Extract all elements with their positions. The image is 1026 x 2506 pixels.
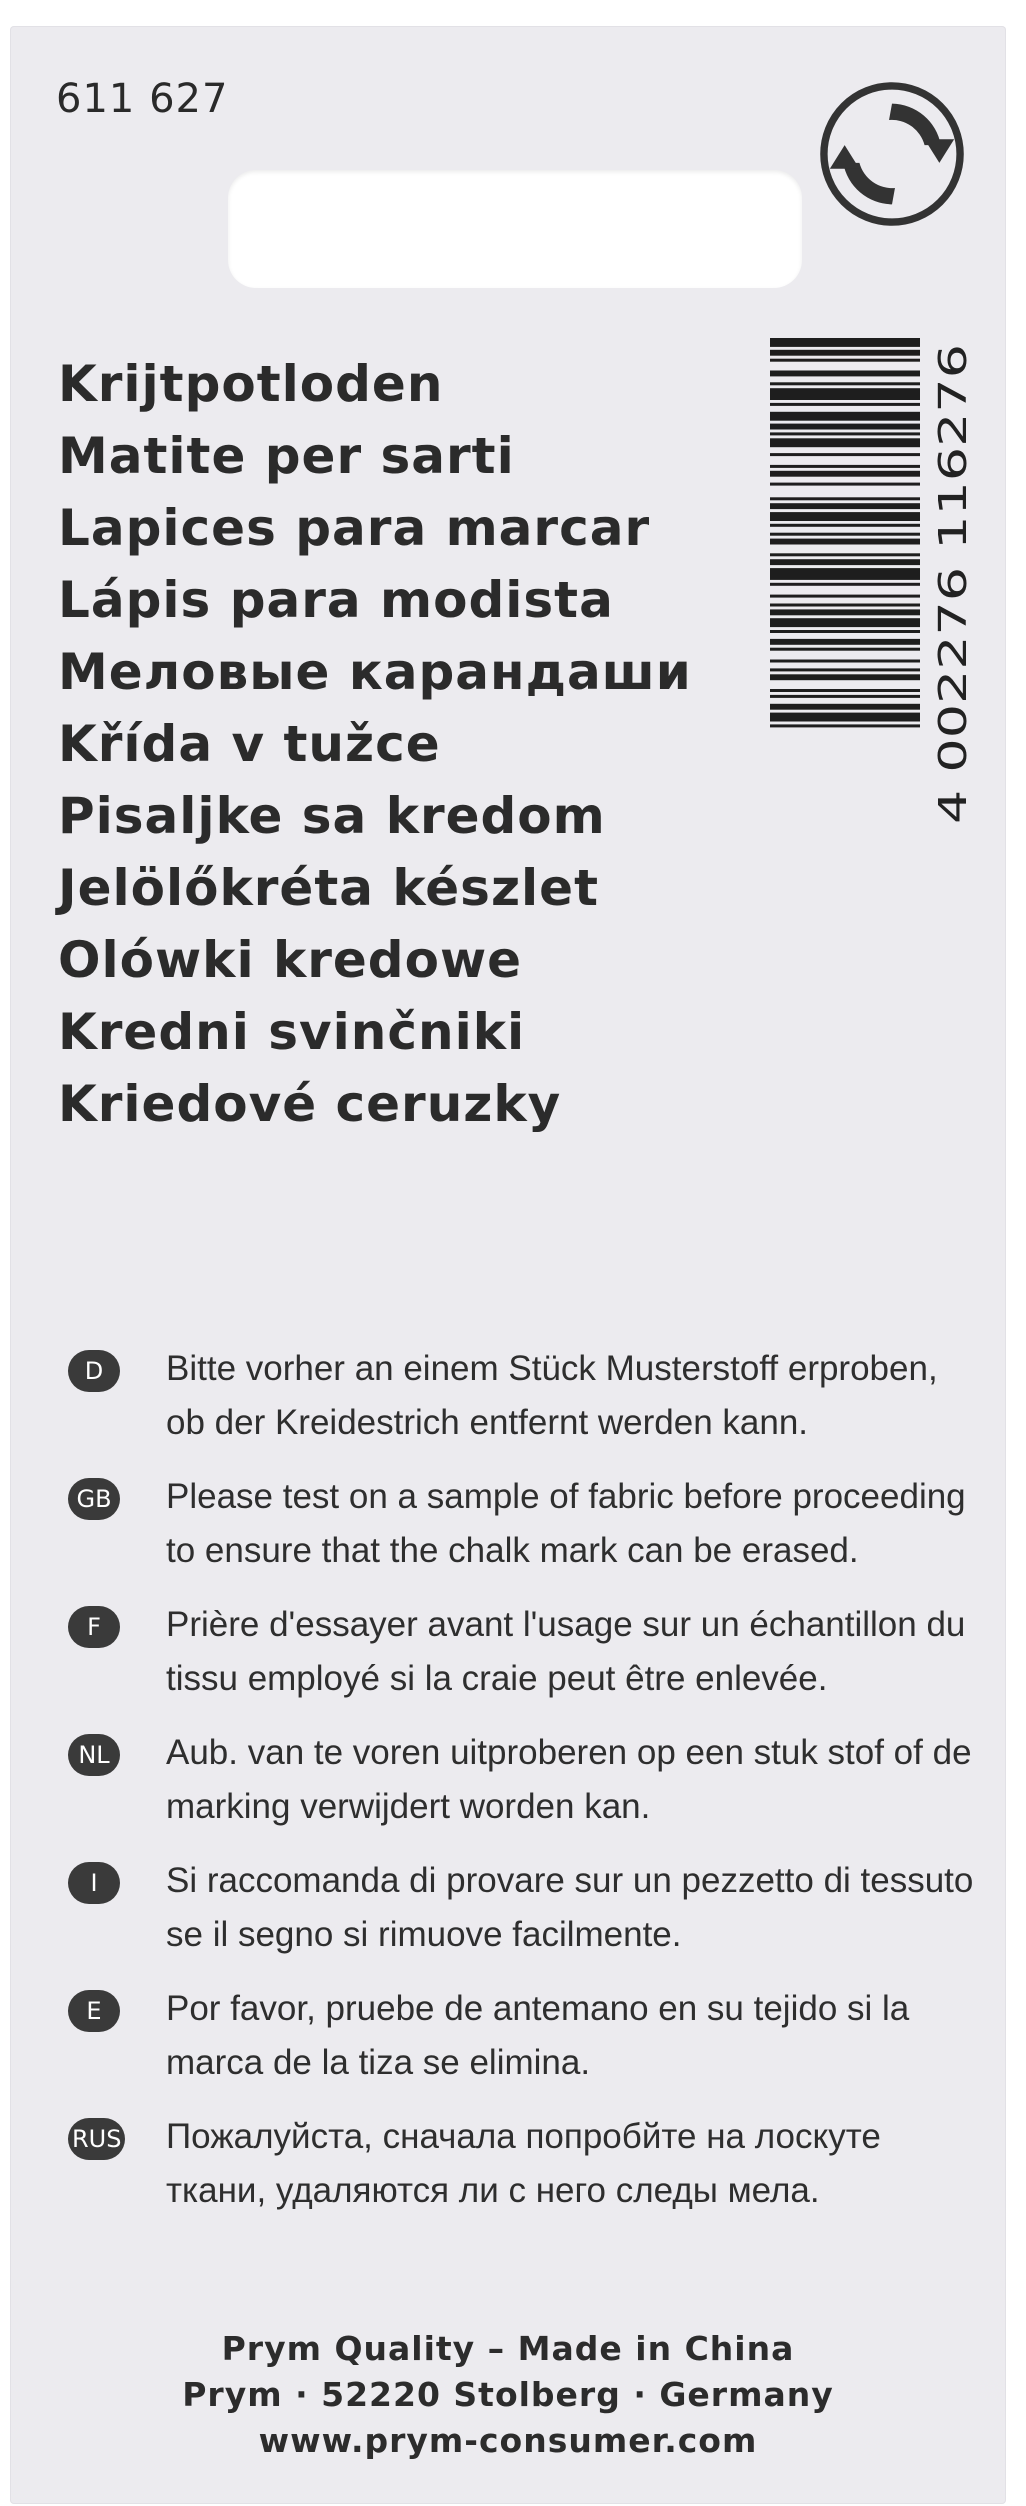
note-text-f: Prière d'essayer avant l'usage sur un échantillon du tissu employé si la craie peut être enlevée. <box>166 1605 966 1698</box>
barcode-bar <box>770 704 920 710</box>
barcode-bar <box>770 512 920 521</box>
manufacturer-footer <box>10 2326 1006 2464</box>
language-badge-nl: NL <box>68 1734 120 1776</box>
package-card <box>10 26 1006 2504</box>
barcode-bar <box>770 618 920 627</box>
barcode-bar <box>770 350 920 356</box>
barcode-bar <box>770 388 920 400</box>
note-text-e: Por favor, pruebe de antemano en su tejido si la marca de la tiza se elimina. <box>166 1989 910 2082</box>
product-name-hu: Jelölőkréta készlet <box>58 859 599 917</box>
product-name-cz: Křída v tužce <box>58 715 441 773</box>
barcode-bar <box>770 604 920 607</box>
barcode-bar <box>770 338 920 347</box>
article-number: 611 627 <box>56 76 229 122</box>
barcode-bar <box>770 424 920 430</box>
product-name-es: Lapices para marcar <box>58 499 651 557</box>
note-rus <box>62 2110 982 2218</box>
barcode-bar <box>770 465 920 468</box>
barcode-bar <box>770 553 920 556</box>
barcode-bar <box>770 382 920 385</box>
barcode-bar <box>770 668 920 671</box>
barcode-bars <box>770 338 920 727</box>
product-name-it: Matite per sarti <box>58 427 515 485</box>
barcode-bar <box>770 724 920 727</box>
note-text-rus: Пожалуйста, сначала попробйте на лоскуте ткани, удаляются ли с него следы мела. <box>166 2117 881 2210</box>
barcode-bar <box>770 497 920 500</box>
barcode-bar <box>770 359 920 362</box>
language-badge-i: I <box>68 1862 120 1904</box>
note-d <box>62 1342 982 1450</box>
product-name-sk: Kriedové ceruzky <box>58 1075 562 1133</box>
quality-line: Prym Quality – Made in China <box>221 2329 795 2368</box>
note-text-nl: Aub. van te voren uitproberen op een stuk stof of de marking verwijdert worden kan. <box>166 1733 972 1826</box>
barcode-bar <box>770 660 920 663</box>
barcode-digits: 4 002276 116276 <box>931 485 975 824</box>
product-name-nl: Krijtpotloden <box>58 355 444 413</box>
note-nl <box>62 1726 982 1834</box>
product-name-ru: Меловые карандаши <box>58 643 692 701</box>
barcode-bar <box>770 453 920 456</box>
usage-notes <box>62 1342 982 2238</box>
barcode-bar <box>770 483 920 486</box>
barcode-bar <box>770 595 920 598</box>
product-name-pl: Olówki kredowe <box>58 931 523 989</box>
note-f <box>62 1598 982 1706</box>
language-badge-d: D <box>68 1350 120 1392</box>
product-name-si: Kredni svinčniki <box>58 1003 526 1061</box>
note-text-i: Si raccomanda di provare sur un pezzetto di tessuto se il segno si rimuove facilmente. <box>166 1861 974 1954</box>
product-name-pt: Lápis para modista <box>58 571 614 629</box>
language-badge-e: E <box>68 1990 120 2032</box>
hang-hole <box>228 170 802 288</box>
barcode-bar <box>770 524 920 527</box>
barcode-bar <box>770 648 920 651</box>
language-badge-f: F <box>68 1606 120 1648</box>
barcode-bar <box>770 371 920 377</box>
address-line: Prym · 52220 Stolberg · Germany <box>182 2375 834 2414</box>
green-dot-recycle-icon <box>818 80 966 228</box>
note-e <box>62 1982 982 2090</box>
language-badge-rus: RUS <box>68 2118 125 2160</box>
product-name-list <box>58 348 692 1140</box>
note-i <box>62 1854 982 1962</box>
barcode-bar <box>770 695 920 698</box>
note-text-gb: Please test on a sample of fabric before proceeding to ensure that the chalk mark can be erased. <box>166 1477 966 1570</box>
barcode-bar <box>770 568 920 580</box>
note-text-d: Bitte vorher an einem Stück Musterstoff erproben, ob der Kreidestrich entfernt werden kann. <box>166 1349 938 1442</box>
barcode-bar <box>770 559 920 565</box>
barcode-bar <box>770 713 920 722</box>
barcode-bar <box>770 689 920 692</box>
barcode-bar <box>770 539 920 545</box>
barcode-bar <box>770 438 920 447</box>
barcode-bar <box>770 609 920 615</box>
barcode-bar <box>770 412 920 421</box>
website-line: www.prym-consumer.com <box>258 2421 758 2460</box>
barcode-bar <box>770 471 920 477</box>
barcode-bar <box>770 403 920 406</box>
barcode-bar <box>770 639 920 645</box>
barcode-bar <box>770 503 920 509</box>
barcode-bar <box>770 533 920 536</box>
language-badge-gb: GB <box>68 1478 120 1520</box>
barcode-bar <box>770 674 920 680</box>
barcode-bar <box>770 630 920 633</box>
note-gb <box>62 1470 982 1578</box>
barcode-bar <box>770 583 920 586</box>
barcode-bar <box>770 432 920 435</box>
barcode <box>770 336 982 826</box>
product-name-hr: Pisaljke sa kredom <box>58 787 606 845</box>
